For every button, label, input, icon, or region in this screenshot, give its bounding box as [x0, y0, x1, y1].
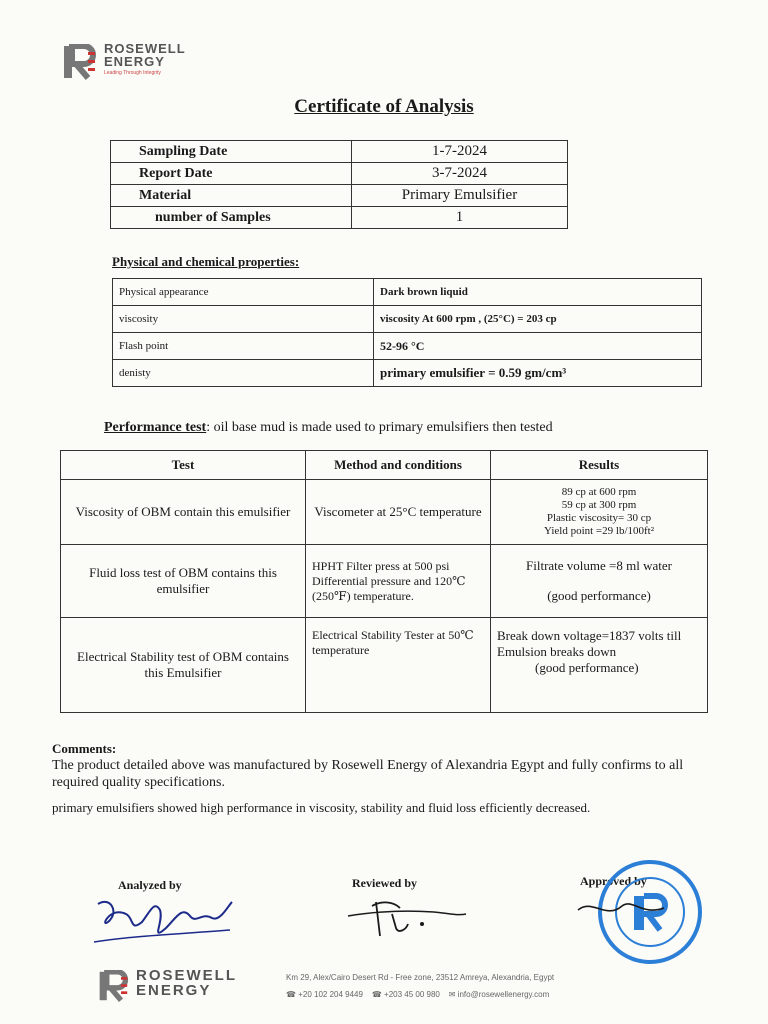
column-header: Test [61, 451, 306, 480]
comments-section [52, 740, 732, 816]
cell-value: primary emulsifier = 0.59 gm/cm³ [374, 360, 702, 387]
table-row [113, 306, 702, 333]
cell-label: Flash point [113, 333, 374, 360]
footer-phone: +20 102 204 9449 [298, 990, 363, 999]
result-line: 89 cp at 600 rpm [561, 486, 637, 498]
footer-phone: +203 45 00 980 [384, 990, 440, 999]
table-row [61, 480, 708, 545]
method-cell: HPHT Filter press at 500 psi Differential pressure and 120℃ (250℉) temperature. [306, 545, 491, 618]
brand-tagline: Leading Through Integrity [104, 70, 161, 76]
sampling-date-value: 1-7-2024 [352, 141, 568, 163]
method-cell: Electrical Stability Tester at 50℃ temperature [306, 618, 491, 713]
physical-table [112, 278, 702, 387]
cell-value: viscosity At 600 rpm , (25°C) = 203 cp [374, 306, 702, 333]
phone-icon: ☎ [286, 990, 296, 999]
result-line: 59 cp at 300 rpm [561, 499, 637, 511]
table-row [61, 618, 708, 713]
footer-brand-top: ROSEWELL [136, 967, 237, 984]
footer-email: info@rosewellenergy.com [457, 990, 550, 999]
column-header: Method and conditions [306, 451, 491, 480]
result-line: Plastic viscosity= 30 cp [546, 512, 652, 524]
method-cell: Viscometer at 25°C temperature [306, 480, 491, 545]
phone-icon: ☎ [371, 990, 382, 999]
table-row [113, 333, 702, 360]
physical-heading: Physical and chemical properties: [112, 254, 300, 269]
table-row [61, 545, 708, 618]
test-cell: Fluid loss test of OBM contains this emulsifier [61, 545, 306, 618]
result-line: (good performance) [535, 660, 639, 675]
brand-top: ROSEWELL [104, 41, 186, 56]
reviewed-signature-icon [342, 894, 472, 944]
summary-table [110, 140, 568, 229]
test-cell: Viscosity of OBM contain this emulsifier [61, 480, 306, 545]
table-row [113, 279, 702, 306]
analyzed-by-label: Analyzed by [118, 878, 182, 892]
sampling-date-label: Sampling Date [111, 141, 352, 163]
column-header: Results [491, 451, 708, 480]
comments-line: primary emulsifiers showed high performance in viscosity, stability and fluid loss efficiently decreased. [52, 800, 591, 815]
cell-value: Dark brown liquid [374, 279, 702, 306]
company-stamp-icon [572, 858, 712, 968]
comments-heading: Comments: [52, 741, 117, 756]
cell-label: Physical appearance [113, 279, 374, 306]
performance-intro [104, 420, 553, 436]
footer-contact [286, 972, 554, 1000]
material-value: Primary Emulsifier [352, 185, 568, 207]
material-label: Material [111, 185, 352, 207]
analyzed-signature-icon [90, 892, 240, 952]
report-date-value: 3-7-2024 [352, 163, 568, 185]
result-line: Yield point =29 lb/100ft² [543, 525, 655, 537]
result-line: (good performance) [547, 588, 651, 603]
company-logo [62, 42, 202, 82]
footer-logo-icon [96, 970, 130, 1002]
performance-intro-text: : oil base mud is made used to primary emulsifiers then tested [206, 420, 553, 435]
table-header-row [61, 451, 708, 480]
table-row [111, 207, 568, 229]
table-row [111, 163, 568, 185]
footer-brand-bottom: ENERGY [136, 982, 212, 999]
footer [96, 966, 716, 1006]
reviewed-by-label: Reviewed by [352, 876, 417, 890]
result-line: Filtrate volume =8 ml water [526, 558, 672, 573]
cell-value: 52-96 °C [374, 333, 702, 360]
samples-value: 1 [352, 207, 568, 229]
performance-heading: Performance test [104, 420, 207, 435]
results-cell [491, 545, 708, 618]
cell-label: denisty [113, 360, 374, 387]
results-cell [491, 618, 708, 713]
samples-label: number of Samples [111, 207, 352, 229]
performance-table [60, 450, 708, 713]
email-icon: ✉ [448, 990, 456, 999]
table-row [111, 185, 568, 207]
table-row [113, 360, 702, 387]
document-title: Certificate of Analysis [294, 96, 474, 117]
brand-bottom: ENERGY [104, 54, 165, 69]
result-line: Break down voltage=1837 volts till Emulsion breaks down [497, 628, 682, 659]
approved-by-label: Approved by [580, 874, 647, 888]
report-date-label: Report Date [111, 163, 352, 185]
test-cell: Electrical Stability test of OBM contains this Emulsifier [61, 618, 306, 713]
comments-line: The product detailed above was manufactured by Rosewell Energy of Alexandria Egypt and fully confirms to all required quality specifications. [52, 758, 684, 790]
footer-address: Km 29, Alex/Cairo Desert Rd - Free zone, 23512 Amreya, Alexandria, Egypt [286, 973, 555, 982]
table-row [111, 141, 568, 163]
results-cell [491, 480, 708, 545]
logo-mark-icon [62, 44, 96, 80]
cell-label: viscosity [113, 306, 374, 333]
